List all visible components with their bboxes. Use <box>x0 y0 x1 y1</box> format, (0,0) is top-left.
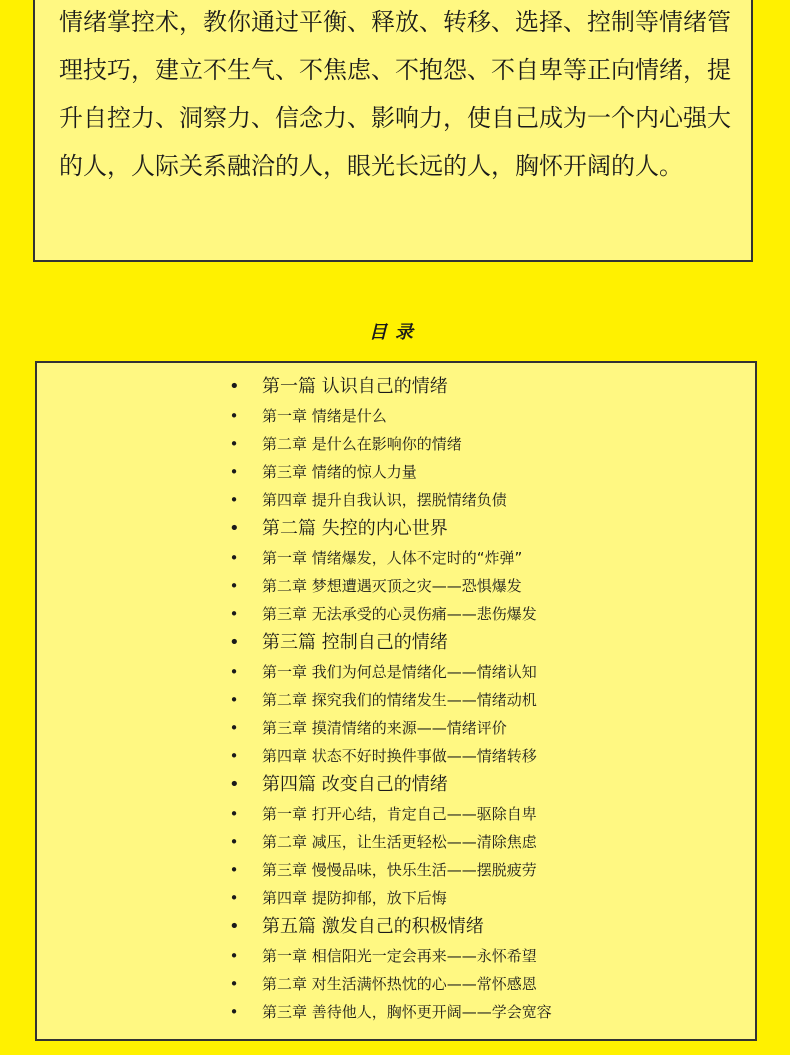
bullet-icon: • <box>229 691 239 709</box>
toc-item-text: 第一章 打开心结，肯定自己——驱除自卑 <box>262 805 537 823</box>
bullet-icon: • <box>229 577 239 595</box>
bullet-icon: • <box>229 463 239 481</box>
toc-part-item <box>37 372 755 402</box>
toc-chapter-item <box>37 402 755 430</box>
toc-part-item <box>37 770 755 800</box>
toc-chapter-item <box>37 486 755 514</box>
toc-chapter-item <box>37 714 755 742</box>
toc-part-item <box>37 514 755 544</box>
bullet-icon: • <box>229 632 240 653</box>
toc-item-text: 第四章 提升自我认识，摆脱情绪负债 <box>262 491 507 509</box>
toc-item-text: 第二章 梦想遭遇灭顶之灾——恐惧爆发 <box>262 577 522 595</box>
toc-chapter-item <box>37 998 755 1026</box>
toc-item-text: 第一章 情绪是什么 <box>262 407 387 425</box>
intro-box <box>33 0 753 262</box>
bullet-icon: • <box>229 518 240 539</box>
bullet-icon: • <box>229 491 239 509</box>
toc-item-text: 第二章 是什么在影响你的情绪 <box>262 435 462 453</box>
toc-item-text: 第四篇 改变自己的情绪 <box>262 774 448 795</box>
bullet-icon: • <box>229 376 240 397</box>
toc-item-text: 第二章 减压，让生活更轻松——清除焦虑 <box>262 833 537 851</box>
toc-chapter-item <box>37 828 755 856</box>
bullet-icon: • <box>229 719 239 737</box>
toc-chapter-item <box>37 884 755 912</box>
toc-item-text: 第三章 慢慢品味，快乐生活——摆脱疲劳 <box>262 861 537 879</box>
toc-chapter-item <box>37 430 755 458</box>
toc-item-text: 第四章 状态不好时换件事做——情绪转移 <box>262 747 537 765</box>
bullet-icon: • <box>229 947 239 965</box>
toc-chapter-item <box>37 800 755 828</box>
toc-item-text: 第一篇 认识自己的情绪 <box>262 376 448 397</box>
bullet-icon: • <box>229 663 239 681</box>
bullet-icon: • <box>229 889 239 907</box>
bullet-icon: • <box>229 975 239 993</box>
toc-item-text: 第三篇 控制自己的情绪 <box>262 632 448 653</box>
bullet-icon: • <box>229 774 240 795</box>
toc-chapter-item <box>37 856 755 884</box>
bullet-icon: • <box>229 1003 239 1021</box>
toc-chapter-item <box>37 658 755 686</box>
bullet-icon: • <box>229 435 239 453</box>
toc-list <box>37 372 755 1026</box>
toc-chapter-item <box>37 458 755 486</box>
toc-chapter-item <box>37 942 755 970</box>
toc-item-text: 第三章 善待他人，胸怀更开阔——学会宽容 <box>262 1003 552 1021</box>
toc-item-text: 第三章 无法承受的心灵伤痛——悲伤爆发 <box>262 605 537 623</box>
toc-chapter-item <box>37 544 755 572</box>
intro-paragraph: 情绪掌控术，教你通过平衡、释放、转移、选择、控制等情绪管理技巧，建立不生气、不焦虑、不抱怨、不自卑等正向情绪，提升自控力、洞察力、信念力、影响力，使自己成为一个内心强大的人，人际关系融洽的人，眼光长远的人，胸怀开阔的人。 <box>59 8 731 180</box>
table-of-contents <box>35 361 757 1041</box>
bullet-icon: • <box>229 861 239 879</box>
toc-item-text: 第三章 情绪的惊人力量 <box>262 463 417 481</box>
toc-part-item <box>37 912 755 942</box>
toc-item-text: 第一章 相信阳光一定会再来——永怀希望 <box>262 947 537 965</box>
toc-item-text: 第二章 对生活满怀热忱的心——常怀感恩 <box>262 975 537 993</box>
bullet-icon: • <box>229 605 239 623</box>
bullet-icon: • <box>229 916 240 937</box>
bullet-icon: • <box>229 747 239 765</box>
toc-item-text: 第三章 摸清情绪的来源——情绪评价 <box>262 719 507 737</box>
toc-item-text: 第一章 情绪爆发，人体不定时的“炸弹” <box>262 549 523 567</box>
toc-chapter-item <box>37 572 755 600</box>
toc-chapter-item <box>37 686 755 714</box>
bullet-icon: • <box>229 805 239 823</box>
toc-item-text: 第四章 提防抑郁，放下后悔 <box>262 889 447 907</box>
toc-part-item <box>37 628 755 658</box>
toc-chapter-item <box>37 742 755 770</box>
bullet-icon: • <box>229 549 239 567</box>
toc-chapter-item <box>37 600 755 628</box>
bullet-icon: • <box>229 833 239 851</box>
toc-heading: 目录 <box>369 322 421 343</box>
toc-chapter-item <box>37 970 755 998</box>
toc-item-text: 第五篇 激发自己的积极情绪 <box>262 916 484 937</box>
toc-item-text: 第二篇 失控的内心世界 <box>262 518 448 539</box>
toc-item-text: 第二章 探究我们的情绪发生——情绪动机 <box>262 691 537 709</box>
bullet-icon: • <box>229 407 239 425</box>
toc-item-text: 第一章 我们为何总是情绪化——情绪认知 <box>262 663 537 681</box>
